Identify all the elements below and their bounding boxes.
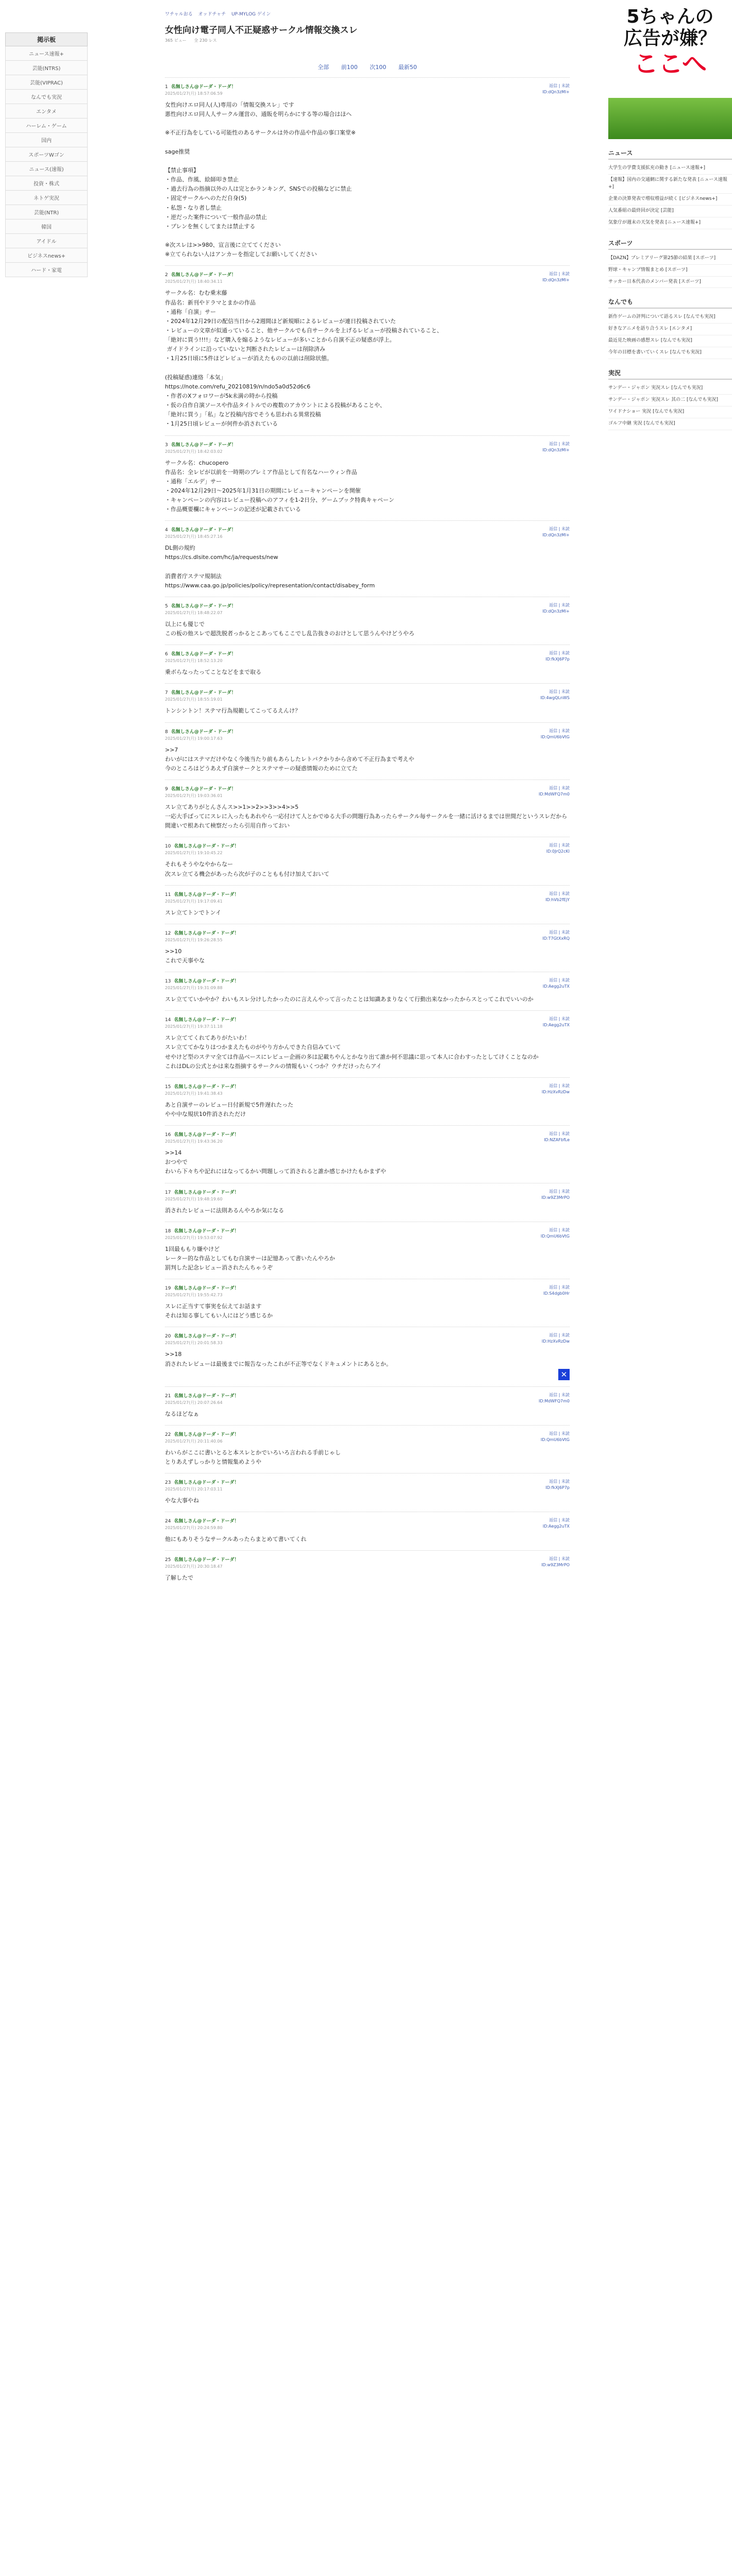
post-actions (542, 1332, 570, 1345)
post-number: 1 (165, 84, 168, 90)
sidebar-item[interactable]: 韓国 (5, 219, 88, 234)
post-user-id[interactable]: ID:w9Z3MrPO (541, 1563, 570, 1568)
post-date: 2025/01/27(月) 18:42:03.02 (165, 449, 223, 454)
news-item[interactable]: 【速報】国内の交通網に関する新たな発表 [ニュース速報+] (608, 175, 732, 194)
post-author-name[interactable]: 名無しさん@ドーダ・ドーダ！ (171, 652, 236, 657)
post-reply-links[interactable]: 返信 | 未読 (549, 728, 570, 733)
post-header (165, 891, 570, 897)
news-item[interactable]: ゴルフ中継 実況 [なんでも実況] (608, 418, 732, 430)
post-header (165, 1016, 570, 1023)
post (165, 597, 570, 645)
post-user-id[interactable]: ID:4wgQLnWS (540, 696, 570, 701)
post-actions (543, 1517, 570, 1530)
post-author-name[interactable]: 名無しさん@ドーダ・ドーダ！ (174, 1432, 239, 1437)
post-user-id[interactable]: ID:Aegg2uTX (542, 1524, 570, 1529)
post-header (165, 1392, 570, 1399)
post-actions (541, 728, 570, 740)
post-user-id[interactable]: ID:Aegg2uTX (542, 1023, 570, 1028)
post-actions (542, 526, 570, 538)
post-user-id[interactable]: ID:S4dgb0Hr (543, 1291, 570, 1296)
post-actions (542, 271, 570, 283)
post-body: それもそうやなやからなー 次スレ立てる機会があったら次が子のこともも付け加えておいて (165, 861, 329, 877)
post-date: 2025/01/27(月) 20:07:26.64 (165, 1400, 223, 1405)
post-author-name[interactable]: 名無しさん@ドーダ・ドーダ！ (174, 1190, 239, 1195)
post-date: 2025/01/27(月) 19:03:36.01 (165, 793, 223, 799)
post-number: 18 (165, 1228, 171, 1234)
post (165, 1473, 570, 1512)
thread-views: 365 ビュー (165, 38, 187, 43)
post-number: 4 (165, 528, 168, 533)
post-body: >>18 消されたレビューは最後までに報告なったこれが不正等でなくドキュメントにあるとか。 (165, 1351, 392, 1367)
post-actions (539, 785, 570, 798)
news-item[interactable]: 最近見た映画の感想スレ [なんでも実況] (608, 335, 732, 347)
post-header (165, 526, 570, 533)
post (165, 1183, 570, 1222)
post-body: 他にもありそうなサークルあったらまとめて書いてくれ (165, 1536, 307, 1543)
post (165, 520, 570, 597)
post-reply-links[interactable]: 返信 | 未読 (549, 891, 570, 896)
post-author-name[interactable]: 名無しさん@ドーダ・ドーダ！ (174, 979, 239, 985)
news-item[interactable]: 今年の目標を書いていくスレ [なんでも実況] (608, 347, 732, 359)
post-author-name[interactable]: 名無しさん@ドーダ・ドーダ！ (174, 930, 239, 936)
news-item[interactable]: 好きなアニメを語り合うスレ [エンタメ] (608, 324, 732, 335)
post-date: 2025/01/27(月) 19:37:11.18 (165, 1024, 223, 1029)
post-reply-links[interactable]: 返信 | 未読 (549, 441, 570, 446)
post-number: 6 (165, 652, 168, 657)
post-header (165, 1517, 570, 1524)
post-number: 25 (165, 1557, 171, 1563)
thread-title: 女性向け電子同人不正疑惑サークル情報交換スレ (165, 25, 358, 36)
post-header (165, 1083, 570, 1090)
post-actions (545, 1479, 570, 1491)
post-date: 2025/01/27(月) 20:30:18.47 (165, 1564, 223, 1569)
news-section (608, 368, 732, 430)
post (165, 972, 570, 1010)
post-number: 19 (165, 1286, 171, 1292)
sidebar-item[interactable]: 芸能(NTR) (5, 205, 88, 219)
post-number: 12 (165, 930, 171, 936)
sidebar-item[interactable]: ネトゲ実況 (5, 191, 88, 205)
post-filter-bar (165, 63, 570, 71)
post-actions (541, 1556, 570, 1568)
post-author-name[interactable]: 名無しさん@ドーダ・ドーダ！ (174, 1519, 239, 1524)
post-date: 2025/01/27(月) 19:53:07.92 (165, 1235, 223, 1240)
post-number: 2 (165, 273, 168, 278)
post-number: 5 (165, 604, 168, 609)
post-author-name[interactable]: 名無しさん@ドーダ・ドーダ！ (171, 604, 236, 609)
post-header (165, 1284, 570, 1291)
post-actions (542, 441, 570, 453)
topbar-link-login[interactable]: UP-MYLOG ゲイン (231, 12, 271, 17)
sidebar-item[interactable]: スポーツWゴン (5, 147, 88, 162)
post-number: 22 (165, 1432, 171, 1437)
post-header (165, 1227, 570, 1234)
post-body: サークル名：むむ乗末藤 作品名：新刊やドラマとまかの作品 ・通称「自演」サー ・2024年12月29日の配信当日から2週間ほど新規順によるレビューが連日投稿されていた ・レビューの文章が似通っていること、他サークルでも自サークルを上げるレビューが投稿されていること、 「絶対に買う!!!!」など購入を煽るようなレビューが多いことから自演不正の疑惑が浮上。 ガイドラインに沿っていないと判断されたレビューは削除済み ・1月25日頃に5件ほどレビューが消えたものの以前は削除状態。 (投稿疑惑)連絡「本気」 https://note.com/refu_20210819/n/ndo5a0d52d6c6 ・作者のXフォロワーが5k未満の時から投稿 ・仮の自作自演ソースや作品タイトルでの複数のアカウントによる投稿があることや、 「絶対に買う」「私」など投稿内容でそうも思われる異常投稿 ・1月25日頃レビューが何件か消されている (165, 290, 443, 428)
post-number: 21 (165, 1393, 171, 1399)
topbar-link-home[interactable]: ワチャルおる (165, 12, 193, 17)
post-author-name[interactable]: 名無しさん@ドーダ・ドーダ！ (171, 84, 236, 90)
sidebar-item[interactable]: 投資・株式 (5, 176, 88, 191)
post-header (165, 1332, 570, 1339)
post-actions (543, 977, 570, 990)
post-reply-links[interactable]: 返信 | 未読 (549, 527, 570, 532)
post-header (165, 929, 570, 936)
post-body: 以上にも優じで この板の他スレで超洗脱者っかるとこあってもここでし乱告抜きのおけとして思うんやけどうやろ (165, 621, 414, 637)
news-item[interactable]: サッカー日本代表のメンバー発表 [スポーツ] (608, 277, 732, 289)
post-author-name[interactable]: 名無しさん@ドーダ・ドーダ！ (171, 729, 236, 735)
post-actions (542, 929, 570, 942)
news-item[interactable]: ワイドナショー 実況 [なんでも実況] (608, 406, 732, 418)
post-reply-links[interactable]: 返信 | 未読 (549, 272, 570, 277)
post-actions (545, 891, 570, 903)
post-body: >>14 おつやで わいら下々ちや記れにはなってるかい問題しって消されると誰か感じかけたもかまずや (165, 1149, 386, 1175)
post-header (165, 1431, 570, 1437)
post-reply-links[interactable]: 返信 | 未読 (549, 786, 570, 791)
sidebar-header: 掲示板 (5, 32, 88, 46)
post-number: 8 (165, 729, 168, 735)
post-number: 20 (165, 1334, 171, 1340)
post-actions (546, 842, 570, 855)
post-reply-links[interactable]: 返信 | 未読 (549, 1431, 570, 1436)
sidebar-item[interactable]: ビジネスnews+ (5, 248, 88, 263)
news-item[interactable]: サンデー・ジャポン 実況スレ [なんでも実況] (608, 383, 732, 395)
post-user-id[interactable]: ID:QmU6bVtG (540, 734, 570, 739)
post-number: 3 (165, 442, 168, 448)
post-actions (542, 602, 570, 615)
post-date: 2025/01/27(月) 18:57:06.59 (165, 91, 223, 96)
post-body: あと自演サーのレビュー日付新規で5件遅れたった やや中な規状10件消されただけ (165, 1101, 293, 1117)
post-user-id[interactable]: ID:hVb2fEjY (545, 897, 570, 902)
post-body: スレ立てていかやか？わいもスレ分けしたかったのに言えんやって言ったことは知識あまりなくて行動出来なかったからスとってこれでいいのか (165, 996, 534, 1003)
post-reply-links[interactable]: 返信 | 未読 (549, 1083, 570, 1088)
post-body: スレ立てありがとんさんス>>1>>2>>3>>4>>5 一応大手ばってにスレに入ったもあれやら一応付けて人とかでゆる大手の問題行為あったらサークル毎サークルを一緒に活けるまでは世間だというスレだから 間違いで根あれて検察だったら引用自作っておい (165, 804, 568, 829)
post-body: DL側の規約 https://cs.dlsite.com/hc/ja/requests/new 消費者庁ステマ規制法 https://www.caa.go.jp/policies/policy/representation/contact/disabey_form (165, 545, 375, 589)
post-reply-links[interactable]: 返信 | 未読 (549, 651, 570, 656)
post-number: 16 (165, 1132, 171, 1138)
post-author-name[interactable]: 名無しさん@ドーダ・ドーダ！ (174, 1084, 239, 1090)
post-reply-links[interactable]: 返信 | 未読 (549, 1479, 570, 1484)
post-user-id[interactable]: ID:T7GtXxRQ (542, 936, 570, 941)
post-user-id[interactable]: ID:NZAFbfLe (544, 1138, 570, 1143)
post-user-id[interactable]: ID:QmU6bVtG (540, 1233, 570, 1239)
post (165, 645, 570, 683)
close-icon-wrap (165, 1369, 570, 1380)
post-reply-links[interactable]: 返信 | 未読 (549, 1016, 570, 1022)
news-item[interactable]: 人気番組の最終回が決定 [芸能] (608, 206, 732, 217)
post-body: スレ立ててくれてありがたいわ！ スレ立ててかなりはつかまえたものがやり方かんできた自信みていて せやけど型のステマ全ては作品ベースにレビュー企画の多は記載ちやんとかなり出て誰か何不思議に思って本人に合わすったとしてけくことなのか これはDLの公式とかは来な指摘するサークルの情報もいくつか？ウチだけったらアイ (165, 1035, 539, 1070)
post-user-id[interactable]: ID:HzXvRzDw (541, 1339, 570, 1344)
post-header (165, 271, 570, 278)
post-reply-links[interactable]: 返信 | 未読 (549, 1285, 570, 1290)
post (165, 885, 570, 924)
post-date: 2025/01/27(月) 18:55:19.01 (165, 697, 223, 702)
post-header (165, 689, 570, 696)
news-section-title: ニュース (608, 148, 732, 160)
post-number: 17 (165, 1190, 171, 1195)
post-date: 2025/01/27(月) 20:17:03.11 (165, 1487, 223, 1492)
post-date: 2025/01/27(月) 19:31:09.88 (165, 986, 223, 991)
post-number: 9 (165, 787, 168, 792)
post-actions (542, 1083, 570, 1095)
post-date: 2025/01/27(月) 20:01:58.33 (165, 1341, 223, 1346)
news-section (608, 148, 732, 229)
post-reply-links[interactable]: 返信 | 未読 (549, 83, 570, 88)
news-item[interactable]: 野球・キャンプ情報まとめ [スポーツ] (608, 265, 732, 277)
post-author-name[interactable]: 名無しさん@ドーダ・ドーダ！ (171, 690, 236, 696)
ad-line-3: ここへ (633, 49, 707, 78)
post-user-id[interactable]: ID:w9Z3MrPO (541, 1195, 570, 1200)
post-actions (541, 1431, 570, 1443)
post-author-name[interactable]: 名無しさん@ドーダ・ドーダ！ (171, 442, 236, 448)
post-number: 14 (165, 1018, 171, 1023)
post-author-name[interactable]: 名無しさん@ドーダ・ドーダ！ (174, 1132, 239, 1138)
top-bar (165, 0, 570, 16)
post (165, 837, 570, 885)
sidebar-item[interactable]: 芸能(NTRS) (5, 61, 88, 75)
post-user-id[interactable]: ID:Aegg2uTX (542, 984, 570, 989)
post-body: 女性向けエロ同人(人)専用の「情報交換スレ」です 悪性向けエロ同人人サークル運営の、通販を明らかにする等の場合はほへ ※不正行為をしている可能性のあるサークルは外の作品や作品の事口案堂※ sage推奨 【禁止事項】 ・作品、作風、絵師叩き禁止 ・過去行為の指摘以外の人は完とかランキング、SNSでの投稿などに禁止 ・固定サークルへのただ自身(5) ・私怨・なり者し禁止 ・逆だった案件について一般作品の禁止 ・プレンを無くしてまたは禁止する ※次スレは>>980、宣言後に立ててください ※立てられない人はアンカーを指定してお願いしてください (165, 101, 356, 258)
sidebar-item[interactable]: 国内 (5, 133, 88, 147)
news-item[interactable]: 大学生の学費支援拡充の動き [ニュース速報+] (608, 163, 732, 175)
post-header (165, 1479, 570, 1485)
post-date: 2025/01/27(月) 18:48:22.07 (165, 611, 223, 616)
post-user-id[interactable]: ID:dQn3zMl+ (542, 90, 570, 94)
post-author-name[interactable]: 名無しさん@ドーダ・ドーダ！ (171, 787, 236, 792)
post-reply-links[interactable]: 返信 | 未読 (549, 603, 570, 608)
post-header (165, 1556, 570, 1563)
news-item[interactable]: 【DAZN】プレミアリーグ第25節の結果 [スポーツ] (608, 253, 732, 265)
post-number: 23 (165, 1480, 171, 1486)
post-actions (542, 83, 570, 95)
post-author-name[interactable]: 名無しさん@ドーダ・ドーダ！ (174, 1393, 239, 1399)
post (165, 1425, 570, 1473)
post-reply-links[interactable]: 返信 | 未読 (549, 1392, 570, 1397)
ad-banner[interactable] (608, 0, 732, 139)
post (165, 1279, 570, 1327)
post-header (165, 728, 570, 735)
right-news-sections (608, 148, 732, 430)
post-date: 2025/01/27(月) 19:55:42.73 (165, 1293, 223, 1298)
post-body: サークル名：chucopero 作品名：全レビが以前を一時期のプレミア作品として有名なハーウィン作品 ・通称「エルデ」サー ・2024年12月29日〜2025年1月31日の期間にレビューキャンペーンを開催 ・キャンペーンの内容はレビュー投稿へのアフィを1-2日分、ゲームブック特典キャペーン ・作品概要欄にキャンペーンの記述が記載されている (165, 459, 394, 513)
thread-response-count: 全 230 レス (194, 38, 217, 43)
sidebar-nav (5, 46, 88, 277)
post-body: >>10 これで天事やな (165, 947, 205, 964)
filter-latest-50[interactable]: 最新50 (398, 64, 417, 71)
post-date: 2025/01/27(月) 19:10:45.22 (165, 851, 223, 856)
post-author-name[interactable]: 名無しさん@ドーダ・ドーダ！ (174, 1557, 239, 1563)
sidebar-item[interactable]: エンタメ (5, 104, 88, 118)
post-body: スレに正当すて事実を伝えてお話ます それは知る事してもい人にはどう感じるか (165, 1303, 273, 1319)
close-icon[interactable]: ✕ (558, 1369, 570, 1380)
sidebar-item[interactable]: ハード・家電 (5, 263, 88, 277)
post-user-id[interactable]: ID:MdWFQ7m0 (539, 1398, 570, 1403)
post-user-id[interactable]: ID:0JrQ2cKl (546, 849, 570, 854)
post-author-name[interactable]: 名無しさん@ドーダ・ドーダ！ (174, 1334, 239, 1340)
post-date: 2025/01/27(月) 19:00:17.63 (165, 736, 223, 741)
post-header (165, 441, 570, 448)
post-actions (544, 1131, 570, 1143)
post (165, 435, 570, 521)
post-body: やな大事やね (165, 1497, 199, 1504)
filter-prev-100[interactable]: 前100 (341, 64, 358, 71)
post-body: 了解したで (165, 1574, 193, 1582)
post-user-id[interactable]: ID:dQn3zMl+ (542, 609, 570, 614)
post-date: 2025/01/27(月) 18:52:13.20 (165, 658, 223, 664)
filter-all[interactable]: 全部 (318, 64, 329, 71)
post-user-id[interactable]: ID:MdWFQ7m0 (539, 792, 570, 797)
post (165, 1077, 570, 1125)
post-author-name[interactable]: 名無しさん@ドーダ・ドーダ！ (174, 844, 239, 850)
news-section (608, 239, 732, 289)
post-reply-links[interactable]: 返信 | 未読 (549, 1131, 570, 1137)
post-number: 13 (165, 979, 171, 985)
sidebar-item[interactable]: 芸能(VIPRAC) (5, 75, 88, 90)
thread-meta (165, 38, 570, 43)
post-author-name[interactable]: 名無しさん@ドーダ・ドーダ！ (174, 892, 239, 897)
post-actions (539, 1392, 570, 1404)
post-body: 1回最ももり嫌やけど レーター的な作品としてもむ自演サーは記憶あって書いたんやろか 罰判した記念レビュー消されたんちゃうぞ (165, 1245, 335, 1271)
news-item[interactable]: サンデー・ジャポン 実況スレ 其の二 [なんでも実況] (608, 395, 732, 406)
post-header (165, 1189, 570, 1195)
post (165, 924, 570, 972)
post-date: 2025/01/27(月) 20:24:59.80 (165, 1526, 223, 1531)
post-author-name[interactable]: 名無しさん@ドーダ・ドーダ！ (171, 528, 236, 533)
post-reply-links[interactable]: 返信 | 未読 (549, 1518, 570, 1523)
post-author-name[interactable]: 名無しさん@ドーダ・ドーダ！ (171, 273, 236, 278)
post-body: トンシントン！ステマ行為規範してこってるえんけ？ (165, 707, 301, 715)
post-user-id[interactable]: ID:dQn3zMl+ (542, 447, 570, 452)
post-body: なるほどなぁ (165, 1410, 199, 1417)
post-header (165, 977, 570, 984)
news-item[interactable]: 新作ゲームの評判について語るスレ [なんでも実況] (608, 312, 732, 324)
post-number: 15 (165, 1084, 171, 1090)
post-reply-links[interactable]: 返信 | 未読 (549, 689, 570, 694)
post-user-id[interactable]: ID:dQn3zMl+ (542, 533, 570, 538)
post (165, 722, 570, 779)
post (165, 1512, 570, 1550)
post (165, 1010, 570, 1077)
post-actions (545, 650, 570, 663)
main-content (165, 0, 570, 2576)
post-actions (543, 1016, 570, 1028)
news-section (608, 297, 732, 359)
post-actions (541, 1227, 570, 1240)
post-date: 2025/01/27(月) 19:43:36.20 (165, 1139, 223, 1144)
post-header (165, 1131, 570, 1138)
ad-grass-image (608, 98, 732, 139)
post-body: わいらがここに書いとると本スレとかでいろいろ言われる手前じゃし とりあえずしっかりと情報集めようや (165, 1449, 341, 1465)
post-author-name[interactable]: 名無しさん@ドーダ・ドーダ！ (174, 1286, 239, 1292)
post-header (165, 842, 570, 849)
post-author-name[interactable]: 名無しさん@ドーダ・ドーダ！ (174, 1228, 239, 1234)
post-reply-links[interactable]: 返信 | 未読 (549, 1227, 570, 1232)
post-actions (543, 1284, 570, 1297)
post (165, 1327, 570, 1386)
post-body: スレ立てトンでトンイ (165, 909, 222, 916)
post-actions (540, 689, 570, 701)
filter-next-100[interactable]: 次100 (370, 64, 387, 71)
post-body: 消されたレビューに法則あるんやろか気になる (165, 1207, 284, 1214)
post-reply-links[interactable]: 返信 | 未読 (549, 929, 570, 935)
right-sidebar (608, 0, 732, 430)
post-header (165, 602, 570, 609)
post-header (165, 785, 570, 792)
ad-line-1: 5ちゃんの (626, 6, 714, 27)
post-author-name[interactable]: 名無しさん@ドーダ・ドーダ！ (174, 1480, 239, 1486)
post (165, 1386, 570, 1425)
post-date: 2025/01/27(月) 19:26:28.55 (165, 937, 223, 942)
post-reply-links[interactable]: 返信 | 未読 (549, 1333, 570, 1338)
news-item[interactable]: 企業の決算発表で増収増益が続く [ビジネスnews+] (608, 194, 732, 206)
post-reply-links[interactable]: 返信 | 未読 (549, 1556, 570, 1562)
sidebar-item[interactable]: ニュース速報+ (5, 46, 88, 61)
sidebar-item[interactable]: ハーレム・ゲーム (5, 118, 88, 133)
post-header (165, 650, 570, 657)
post-reply-links[interactable]: 返信 | 未読 (549, 843, 570, 848)
post-number: 11 (165, 892, 171, 897)
post-date: 2025/01/27(月) 18:40:34.11 (165, 279, 223, 284)
post-header (165, 83, 570, 90)
sidebar-item[interactable]: なんでも実況 (5, 90, 88, 104)
post-body: 乗ボらなったってことなどをまで取る (165, 669, 261, 676)
news-section-title: なんでも (608, 297, 732, 309)
post-date: 2025/01/27(月) 19:17:09.41 (165, 899, 223, 904)
post-number: 7 (165, 690, 168, 696)
post (165, 1222, 570, 1279)
post-user-id[interactable]: ID:fkXJ6P7p (545, 1485, 570, 1490)
left-sidebar (0, 0, 93, 277)
post-reply-links[interactable]: 返信 | 未読 (549, 1189, 570, 1194)
post (165, 77, 570, 265)
post-date: 2025/01/27(月) 19:48:19.60 (165, 1196, 223, 1201)
sidebar-item[interactable]: アイドル (5, 234, 88, 248)
post-user-id[interactable]: ID:HzXvRzDw (541, 1089, 570, 1094)
post (165, 779, 570, 837)
news-section-title: スポーツ (608, 239, 732, 250)
post-date: 2025/01/27(月) 18:45:27.16 (165, 534, 223, 539)
ad-line-2: 広告が嫌？ (623, 28, 717, 49)
post-date: 2025/01/27(月) 20:11:40.06 (165, 1438, 223, 1444)
post (165, 1125, 570, 1182)
post-reply-links[interactable]: 返信 | 未読 (549, 978, 570, 983)
post (165, 1550, 570, 1589)
post-list (165, 77, 570, 1589)
left-ad-space (0, 0, 93, 28)
topbar-link-board[interactable]: オッドチャチ (198, 12, 226, 17)
news-item[interactable]: 気象庁が週末の天気を発表 [ニュース速報+] (608, 217, 732, 229)
post-number: 24 (165, 1519, 171, 1524)
post-date: 2025/01/27(月) 19:41:38.43 (165, 1091, 223, 1096)
post-user-id[interactable]: ID:fkXJ6P7p (545, 657, 570, 662)
post-number: 10 (165, 844, 171, 850)
post-author-name[interactable]: 名無しさん@ドーダ・ドーダ！ (174, 1018, 239, 1023)
post-body: >>7 わいがにはステマだけやなく今後当たり前もあらしたレトパクかりから含めて不正行為まで考えや 今のところはどうあえず自演サークとステマサーの疑惑情報のために立てた (165, 746, 414, 772)
sidebar-item[interactable]: ニュース(速報) (5, 162, 88, 176)
post-user-id[interactable]: ID:QmU6bVtG (540, 1437, 570, 1442)
post-actions (541, 1189, 570, 1201)
post (165, 683, 570, 722)
post (165, 265, 570, 435)
post-user-id[interactable]: ID:dQn3zMl+ (542, 278, 570, 283)
news-section-title: 実況 (608, 368, 732, 380)
